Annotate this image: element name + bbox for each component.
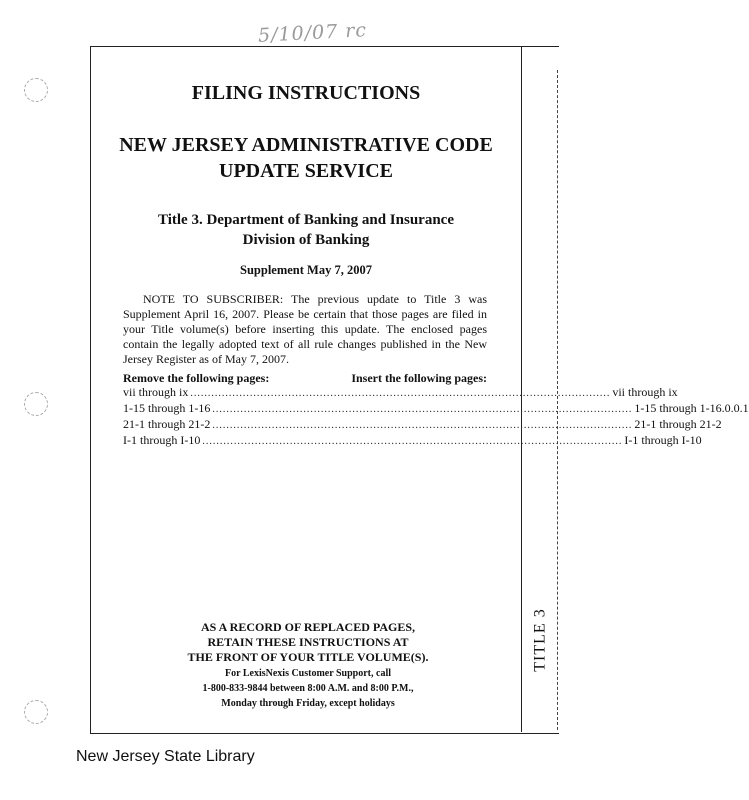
title-heading-line2: Division of Banking xyxy=(242,232,370,248)
title-tab-label: TITLE 3 xyxy=(532,608,550,672)
service-heading xyxy=(90,132,522,184)
subscriber-note xyxy=(123,292,487,367)
punch-hole-middle xyxy=(24,392,48,416)
remove-range: vii through ix xyxy=(123,385,189,399)
support-line2: 1-800-833-9844 between 8:00 A.M. and 8:00 P.M., xyxy=(202,683,414,694)
remove-range: I-1 through I-10 xyxy=(123,433,201,447)
page-list-header xyxy=(123,371,487,385)
page-row xyxy=(123,433,702,449)
record-notice xyxy=(150,620,466,665)
customer-support-info xyxy=(150,666,466,711)
leader-dots: ........................................................................................................................ xyxy=(212,420,633,431)
punch-hole-bottom xyxy=(24,700,48,724)
support-line1: For LexisNexis Customer Support, call xyxy=(224,668,391,679)
support-line3: Monday through Friday, except holidays xyxy=(221,698,395,709)
title-tab xyxy=(526,600,556,680)
leader-dots: ........................................................................................................................ xyxy=(202,436,623,447)
page-row xyxy=(123,401,749,417)
supplement-date: Supplement May 7, 2007 xyxy=(240,263,372,277)
title-heading-line1: Title 3. Department of Banking and Insurance xyxy=(157,212,454,228)
filing-instructions-heading: FILING INSTRUCTIONS xyxy=(191,82,421,104)
insert-pages-header: Insert the following pages: xyxy=(351,371,487,385)
remove-pages-header: Remove the following pages: xyxy=(123,371,270,385)
page-row xyxy=(123,417,722,433)
leader-dots: ........................................................................................................................ xyxy=(212,404,633,415)
leader-dots: ........................................................................................................................ xyxy=(190,388,611,399)
record-notice-line1: AS A RECORD OF REPLACED PAGES, xyxy=(200,620,416,634)
subscriber-note-text: NOTE TO SUBSCRIBER: The previous update to Title 3 was Supplement April 16, 2007. Please be certain that those pages are filed in your Title volume(s) before inserting this update. The enclosed pages contain the legally adopted text of all rule changes published in the New Jersey Register as of May 7, 2007. xyxy=(123,292,487,366)
insert-range: 1-15 through 1-16.0.0.1 xyxy=(634,401,749,415)
record-notice-line2: RETAIN THESE INSTRUCTIONS AT xyxy=(207,635,409,649)
insert-range: vii through ix xyxy=(612,385,678,399)
insert-range: 21-1 through 21-2 xyxy=(634,417,722,431)
title-heading xyxy=(90,210,522,250)
remove-range: 1-15 through 1-16 xyxy=(123,401,211,415)
service-heading-line1: NEW JERSEY ADMINISTRATIVE CODE xyxy=(119,134,493,156)
record-notice-line3: THE FRONT OF YOUR TITLE VOLUME(S). xyxy=(187,650,429,664)
remove-range: 21-1 through 21-2 xyxy=(123,417,211,431)
insert-range: I-1 through I-10 xyxy=(624,433,702,447)
page-replacement-list xyxy=(123,371,749,449)
service-heading-line2: UPDATE SERVICE xyxy=(219,160,393,182)
handwritten-date-stamp: 5/10/07 rc xyxy=(257,19,368,47)
library-footer: New Jersey State Library xyxy=(76,748,255,765)
punch-hole-top xyxy=(24,78,48,102)
page-row xyxy=(123,385,678,401)
